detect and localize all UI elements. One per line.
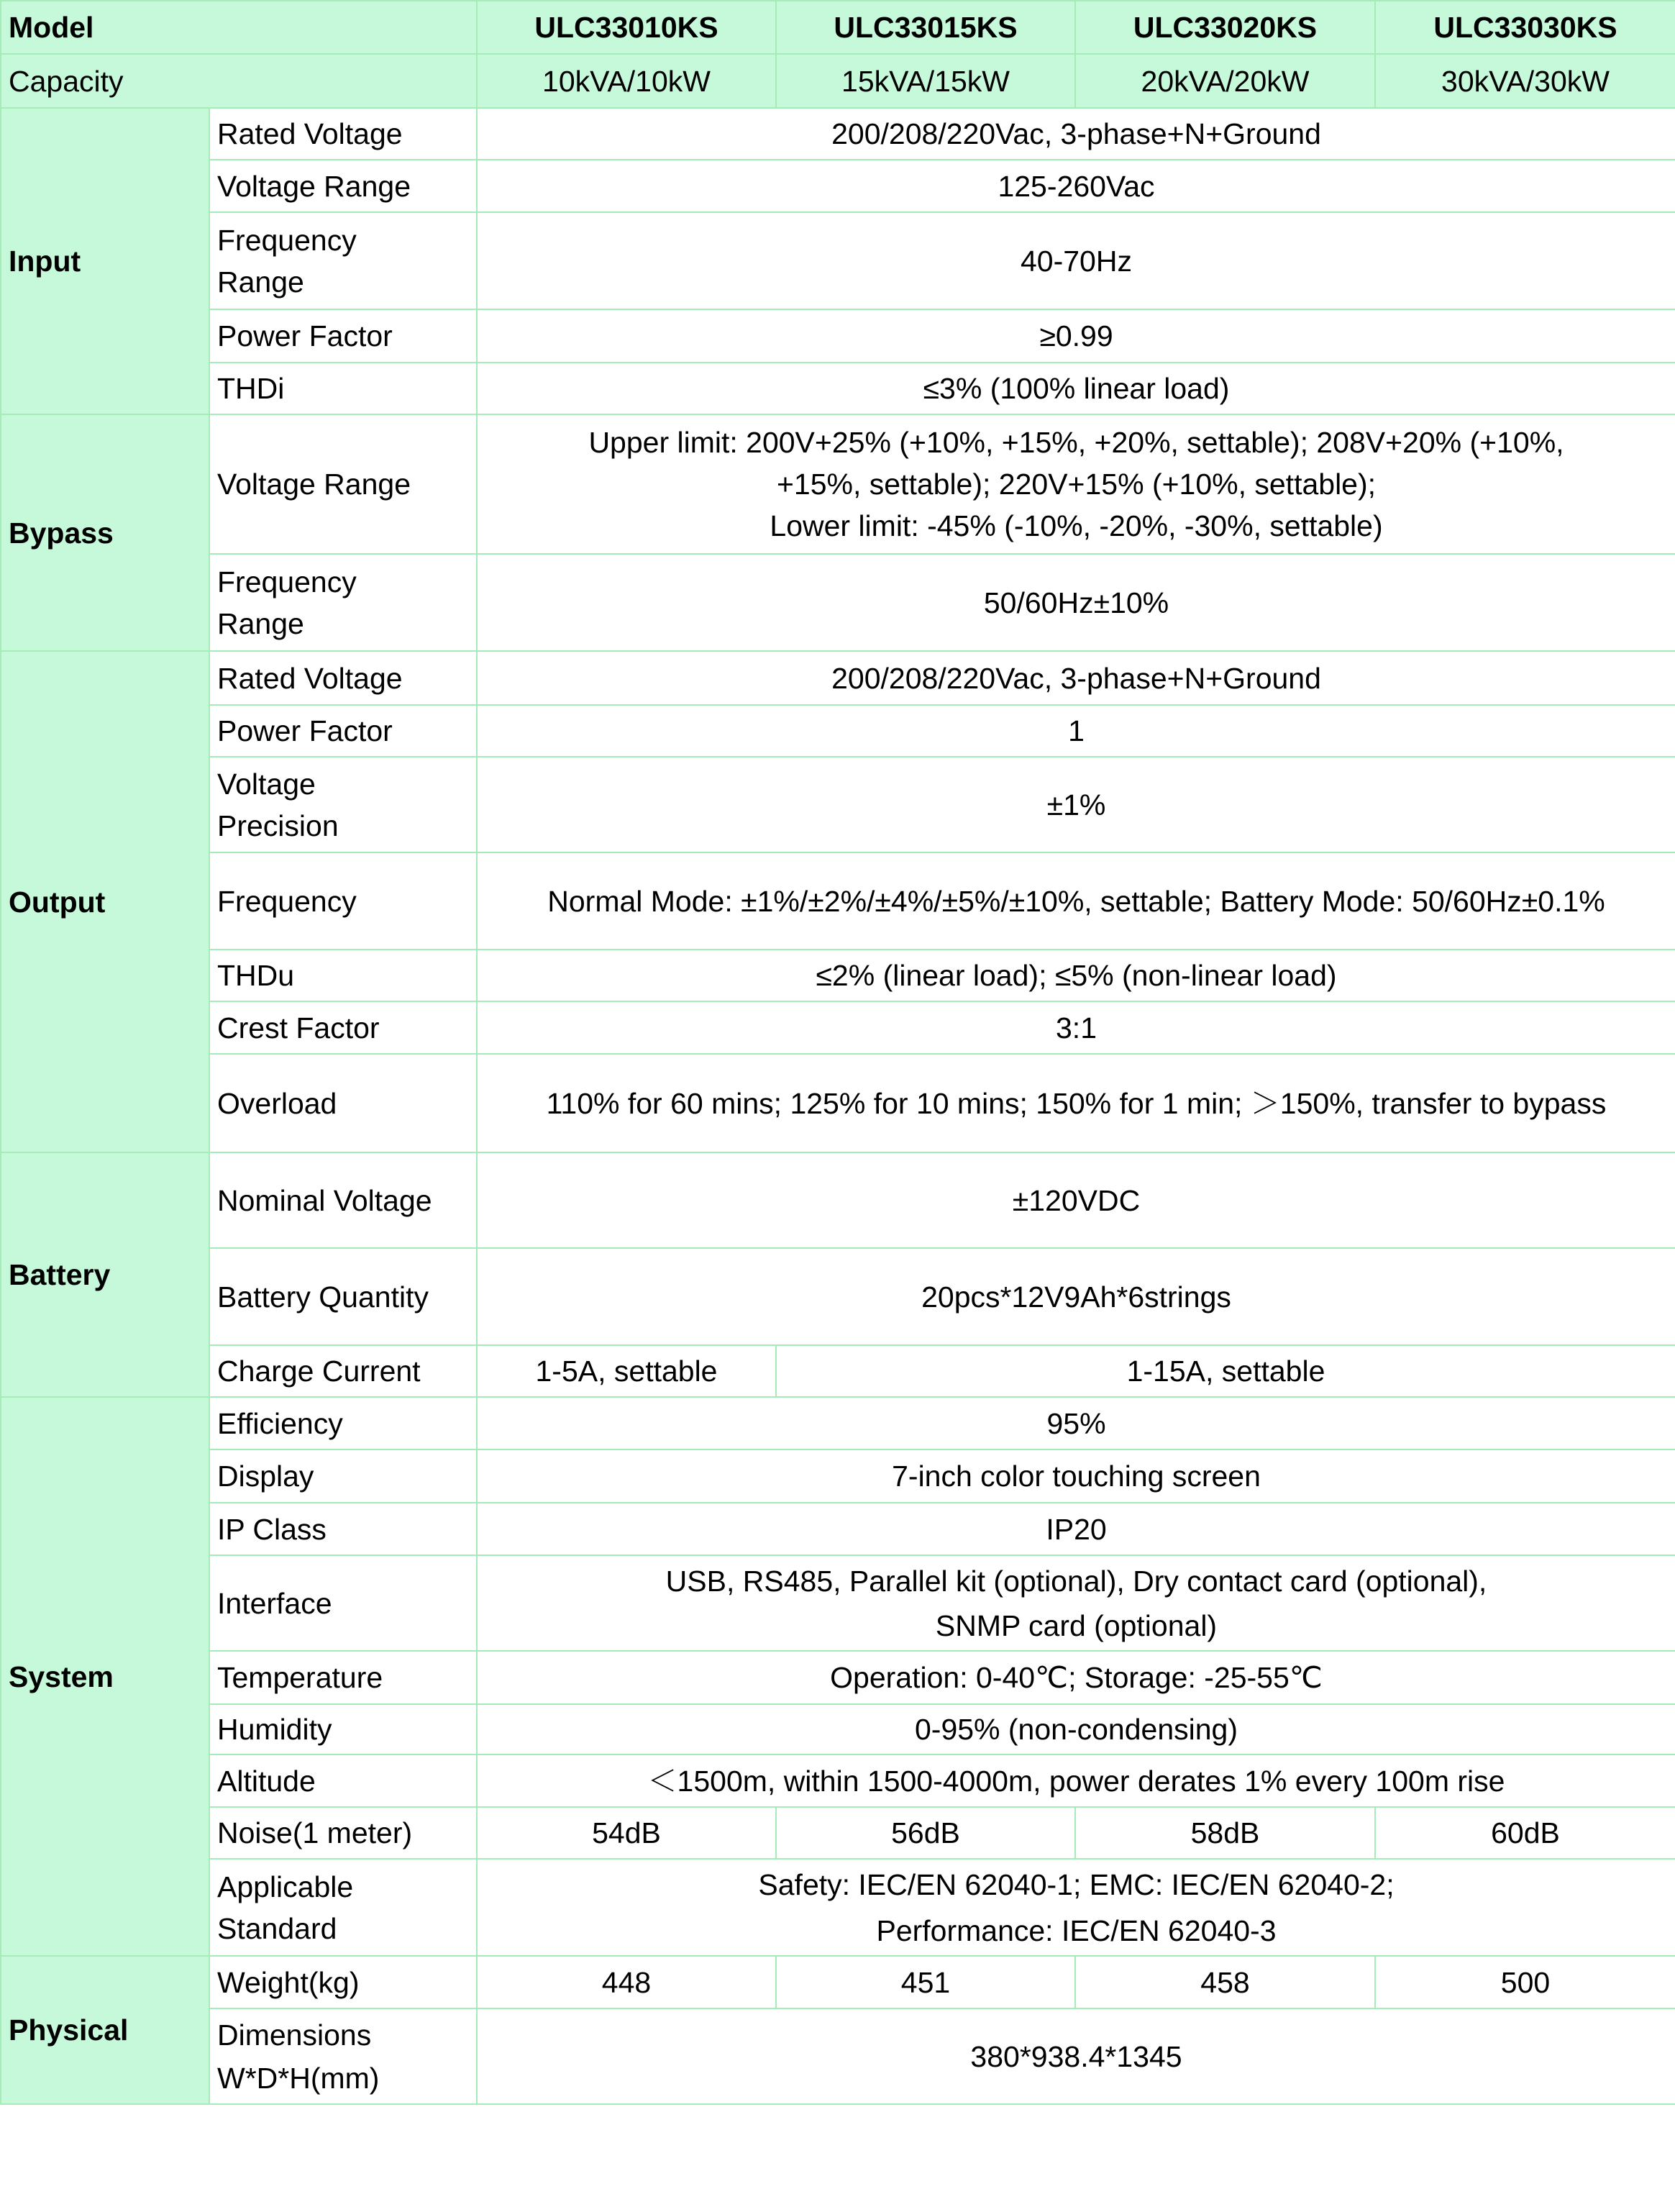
param-label: Applicable Standard — [209, 1859, 477, 1956]
param-value: 50/60Hz±10% — [477, 554, 1675, 651]
value-line: Lower limit: -45% (-10%, -20%, -30%, settable) — [770, 509, 1383, 542]
table-row — [1, 554, 1675, 651]
param-label: Humidity — [209, 1704, 477, 1754]
value-line: Safety: IEC/EN 62040-1; EMC: IEC/EN 62040-2; — [758, 1867, 1395, 1901]
param-label: Interface — [209, 1555, 477, 1651]
table-row — [1, 212, 1675, 309]
model-name: ULC33010KS — [477, 1, 776, 54]
param-label: Nominal Voltage — [209, 1152, 477, 1248]
table-row — [1, 1807, 1675, 1859]
param-value: ≤2% (linear load); ≤5% (non-linear load) — [477, 950, 1675, 1001]
param-label: Overload — [209, 1054, 477, 1152]
param-value: 60dB — [1375, 1807, 1675, 1859]
param-value: 58dB — [1075, 1807, 1375, 1859]
param-label — [209, 2008, 477, 2104]
param-value: 110% for 60 mins; 125% for 10 mins; 150% for 1 min; ＞150%, transfer to bypass — [477, 1054, 1675, 1152]
param-value: 200/208/220Vac, 3-phase+N+Ground — [477, 108, 1675, 160]
category-input: Input — [1, 108, 209, 414]
model-label: Model — [1, 1, 477, 54]
param-label: Weight(kg) — [209, 1956, 477, 2008]
param-value: 380*938.4*1345 — [477, 2008, 1675, 2104]
param-value: ＜1500m, within 1500-4000m, power derates 1% every 100m rise — [477, 1754, 1675, 1807]
table-row — [1, 852, 1675, 950]
param-value — [477, 1859, 1675, 1956]
param-label: Rated Voltage — [209, 651, 477, 705]
table-row — [1, 1859, 1675, 1956]
value-line: Performance: IEC/EN 62040-3 — [876, 1913, 1277, 1947]
table-row — [1, 651, 1675, 705]
param-value: ≤3% (100% linear load) — [477, 363, 1675, 414]
table-row — [1, 1956, 1675, 2008]
param-label: Frequency Range — [209, 212, 477, 309]
param-value: 40-70Hz — [477, 212, 1675, 309]
value-line: SNMP card (optional) — [935, 1608, 1218, 1642]
capacity-value: 30kVA/30kW — [1375, 54, 1675, 108]
param-value: 3:1 — [477, 1001, 1675, 1054]
param-value: ±1% — [477, 757, 1675, 852]
table-row — [1, 1503, 1675, 1555]
table-row — [1, 1754, 1675, 1807]
param-label: Frequency — [209, 852, 477, 950]
param-label: THDi — [209, 363, 477, 414]
table-row — [1, 1054, 1675, 1152]
category-system: System — [1, 1397, 209, 1956]
table-row — [1, 414, 1675, 554]
param-value: 7-inch color touching screen — [477, 1449, 1675, 1503]
param-value: 1 — [477, 705, 1675, 757]
param-value — [477, 414, 1675, 554]
param-label: Temperature — [209, 1651, 477, 1704]
model-row — [1, 1, 1675, 54]
param-value: ±120VDC — [477, 1152, 1675, 1248]
value-line: +15%, settable); 220V+15% (+10%, settable); — [776, 468, 1377, 501]
table-row — [1, 1001, 1675, 1054]
param-value: Operation: 0-40℃; Storage: -25-55℃ — [477, 1651, 1675, 1704]
param-label: Power Factor — [209, 309, 477, 363]
value-line: USB, RS485, Parallel kit (optional), Dry contact card (optional), — [665, 1564, 1487, 1598]
param-value: 458 — [1075, 1956, 1375, 2008]
param-value: 0-95% (non-condensing) — [477, 1704, 1675, 1754]
param-label: Power Factor — [209, 705, 477, 757]
table-row — [1, 1248, 1675, 1345]
param-label: Noise(1 meter) — [209, 1807, 477, 1859]
table-row — [1, 1345, 1675, 1397]
param-label: Battery Quantity — [209, 1248, 477, 1345]
param-value: 95% — [477, 1397, 1675, 1449]
param-value: 1-5A, settable — [477, 1345, 776, 1397]
model-name: ULC33020KS — [1075, 1, 1375, 54]
table-row — [1, 1555, 1675, 1651]
capacity-row — [1, 54, 1675, 108]
param-value: Normal Mode: ±1%/±2%/±4%/±5%/±10%, settable; Battery Mode: 50/60Hz±0.1% — [477, 852, 1675, 950]
capacity-label: Capacity — [1, 54, 477, 108]
model-name: ULC33015KS — [776, 1, 1075, 54]
param-value: 20pcs*12V9Ah*6strings — [477, 1248, 1675, 1345]
table-row — [1, 1152, 1675, 1248]
param-label: Display — [209, 1449, 477, 1503]
param-label: Voltage Precision — [209, 757, 477, 852]
table-row — [1, 309, 1675, 363]
param-label: Efficiency — [209, 1397, 477, 1449]
param-value: 451 — [776, 1956, 1075, 2008]
param-value: 200/208/220Vac, 3-phase+N+Ground — [477, 651, 1675, 705]
category-bypass: Bypass — [1, 414, 209, 651]
category-battery: Battery — [1, 1152, 209, 1397]
table-row — [1, 1651, 1675, 1704]
param-line: Dimensions — [217, 2018, 372, 2052]
param-label: Rated Voltage — [209, 108, 477, 160]
param-value: 1-15A, settable — [776, 1345, 1675, 1397]
capacity-value: 15kVA/15kW — [776, 54, 1075, 108]
param-label: Altitude — [209, 1754, 477, 1807]
param-value: ≥0.99 — [477, 309, 1675, 363]
table-row — [1, 108, 1675, 160]
category-physical: Physical — [1, 1956, 209, 2104]
table-row — [1, 1397, 1675, 1449]
param-value: 56dB — [776, 1807, 1075, 1859]
param-label: Crest Factor — [209, 1001, 477, 1054]
model-name: ULC33030KS — [1375, 1, 1675, 54]
category-output: Output — [1, 651, 209, 1152]
table-row — [1, 757, 1675, 852]
param-value: 448 — [477, 1956, 776, 2008]
param-label: THDu — [209, 950, 477, 1001]
param-label: Voltage Range — [209, 414, 477, 554]
value-line: Upper limit: 200V+25% (+10%, +15%, +20%, settable); 208V+20% (+10%, — [588, 426, 1564, 459]
param-value: 500 — [1375, 1956, 1675, 2008]
capacity-value: 10kVA/10kW — [477, 54, 776, 108]
table-row — [1, 160, 1675, 212]
table-row — [1, 705, 1675, 757]
table-row — [1, 1449, 1675, 1503]
table-row — [1, 363, 1675, 414]
param-line: W*D*H(mm) — [217, 2061, 380, 2095]
table-row — [1, 2008, 1675, 2104]
param-value — [477, 1555, 1675, 1651]
param-label: IP Class — [209, 1503, 477, 1555]
table-row — [1, 950, 1675, 1001]
param-value: IP20 — [477, 1503, 1675, 1555]
table-row — [1, 1704, 1675, 1754]
capacity-value: 20kVA/20kW — [1075, 54, 1375, 108]
param-label: Charge Current — [209, 1345, 477, 1397]
param-value: 54dB — [477, 1807, 776, 1859]
param-label: Voltage Range — [209, 160, 477, 212]
param-label: Frequency Range — [209, 554, 477, 651]
param-value: 125-260Vac — [477, 160, 1675, 212]
